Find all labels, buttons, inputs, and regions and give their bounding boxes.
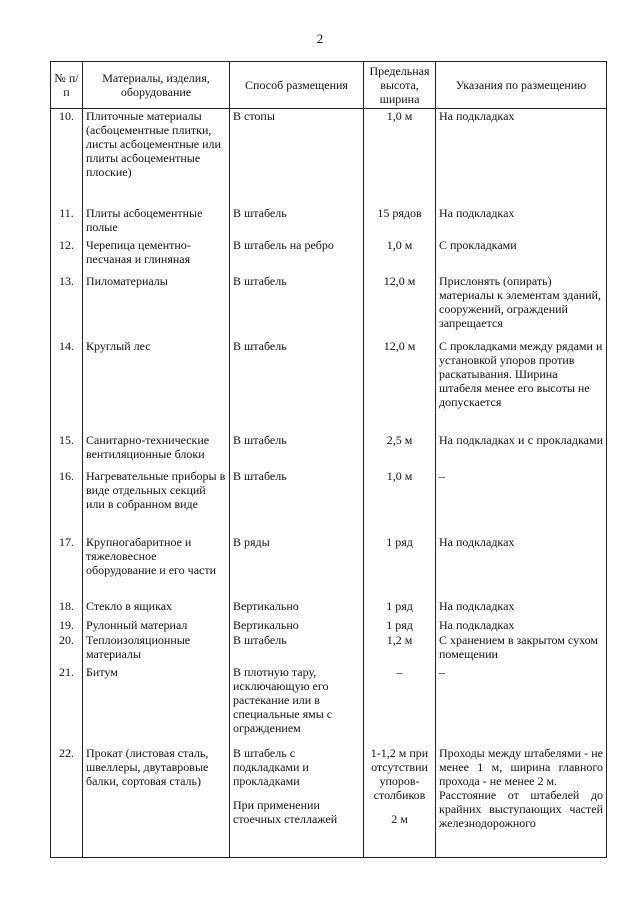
row-note: – — [436, 469, 607, 535]
table-row — [51, 238, 607, 274]
row-note: На подкладках — [436, 109, 607, 206]
row-method-cell — [230, 746, 364, 858]
table-row — [51, 339, 607, 433]
row-note: С хранением в закрытом сухом помещении — [436, 633, 607, 665]
table-header-row — [51, 62, 607, 109]
table-row — [51, 206, 607, 238]
row-height: 1,2 м — [364, 633, 436, 665]
row-note-cell — [436, 746, 607, 858]
row-height-secondary: 2 м — [391, 811, 408, 826]
row-height: 2,5 м — [364, 433, 436, 469]
row-method: В штабель — [230, 433, 364, 469]
row-method: В штабель — [230, 206, 364, 238]
row-method: В штабель — [230, 339, 364, 433]
row-method: В стопы — [230, 109, 364, 206]
row-material: Нагревательные приборы в виде отдельных секций или в собранном виде — [83, 469, 230, 535]
table-row — [51, 109, 607, 206]
row-method: В штабель — [230, 469, 364, 535]
row-material: Круглый лес — [83, 339, 230, 433]
row-material: Крупногабаритное и тяжеловесное оборудование и его части — [83, 535, 230, 599]
row-material: Плиты асбоцементные полые — [83, 206, 230, 238]
row-num: 18. — [51, 599, 83, 618]
table-row — [51, 618, 607, 633]
row-material: Санитарно-технические вентиляционные блоки — [83, 433, 230, 469]
row-height: 15 рядов — [364, 206, 436, 238]
row-material: Рулонный материал — [83, 618, 230, 633]
row-material: Пиломатериалы — [83, 274, 230, 339]
row-method: В плотную тару, исключающую его растекание или в специальные ямы с ограждением — [230, 665, 364, 746]
header-notes: Указания по размещению — [436, 62, 607, 109]
row-height: 1-1,2 м при отсутствии упоров-столбиков — [370, 745, 429, 802]
row-height: 1,0 м — [364, 109, 436, 206]
row-num: 12. — [51, 238, 83, 274]
row-note: С прокладками — [436, 238, 607, 274]
table-row — [51, 433, 607, 469]
row-material: Прокат (листовая сталь, швеллеры, двутавровые балки, сортовая сталь) — [83, 746, 230, 858]
row-note: Прислонять (опирать) материалы к элементам зданий, сооружений, ограждений запрещается — [436, 274, 607, 339]
row-note: – — [436, 665, 607, 746]
row-material: Стекло в ящиках — [83, 599, 230, 618]
table-row — [51, 274, 607, 339]
row-note: На подкладках и с прокладками — [436, 433, 607, 469]
row-num: 15. — [51, 433, 83, 469]
row-height: 1 ряд — [364, 535, 436, 599]
row-num: 14. — [51, 339, 83, 433]
row-material: Плиточные материалы (асбоцементные плитки, листы асбоцементные или плиты асбоцементные плоские) — [83, 109, 230, 206]
row-num: 19. — [51, 618, 83, 633]
row-num: 17. — [51, 535, 83, 599]
row-num: 13. — [51, 274, 83, 339]
row-method: В штабель с подкладками и прокладками — [233, 745, 309, 788]
row-method: В штабель на ребро — [230, 238, 364, 274]
row-note: На подкладках — [436, 535, 607, 599]
row-note-secondary: Расстояние от штабелей до крайних выступающих частей железнодорожного — [439, 787, 603, 830]
table-row — [51, 746, 607, 858]
row-method: В ряды — [230, 535, 364, 599]
header-height: Предельная высота, ширина — [364, 62, 436, 109]
row-height: 1,0 м — [364, 238, 436, 274]
row-method: Вертикально — [230, 618, 364, 633]
table-row — [51, 665, 607, 746]
table-row — [51, 599, 607, 618]
row-num: 10. — [51, 109, 83, 206]
row-height: 12,0 м — [364, 339, 436, 433]
row-height-cell — [364, 746, 436, 858]
row-num: 20. — [51, 633, 83, 665]
row-height: 12,0 м — [364, 274, 436, 339]
row-height: 1 ряд — [364, 599, 436, 618]
row-num: 21. — [51, 665, 83, 746]
row-num: 11. — [51, 206, 83, 238]
table-row — [51, 535, 607, 599]
row-method-secondary: При применении стоечных стеллажей — [233, 797, 338, 826]
row-method: В штабель — [230, 633, 364, 665]
header-method: Способ размещения — [230, 62, 364, 109]
row-note: На подкладках — [436, 599, 607, 618]
row-material: Теплоизоляционные материалы — [83, 633, 230, 665]
table-row — [51, 633, 607, 665]
row-note: С прокладками между рядами и установкой упоров против раскатывания. Ширина штабеля менее его высоты не допускается — [436, 339, 607, 433]
row-material: Битум — [83, 665, 230, 746]
table-row — [51, 469, 607, 535]
row-method: В штабель — [230, 274, 364, 339]
row-note: Проходы между штабелями - не менее 1 м, ширина главного прохода - не менее 2 м. — [439, 745, 603, 788]
row-num: 22. — [51, 746, 83, 858]
row-material: Черепица цементно-песчаная и глиняная — [83, 238, 230, 274]
row-method: Вертикально — [230, 599, 364, 618]
row-height: 1 ряд — [364, 618, 436, 633]
row-note: На подкладках — [436, 206, 607, 238]
row-height: 1,0 м — [364, 469, 436, 535]
storage-table — [50, 61, 607, 858]
row-note: На подкладках — [436, 618, 607, 633]
header-material: Материалы, изделия, оборудование — [83, 62, 230, 109]
row-height: – — [364, 665, 436, 746]
row-num: 16. — [51, 469, 83, 535]
header-num: № п/п — [51, 62, 83, 109]
page-number: 2 — [316, 31, 324, 46]
